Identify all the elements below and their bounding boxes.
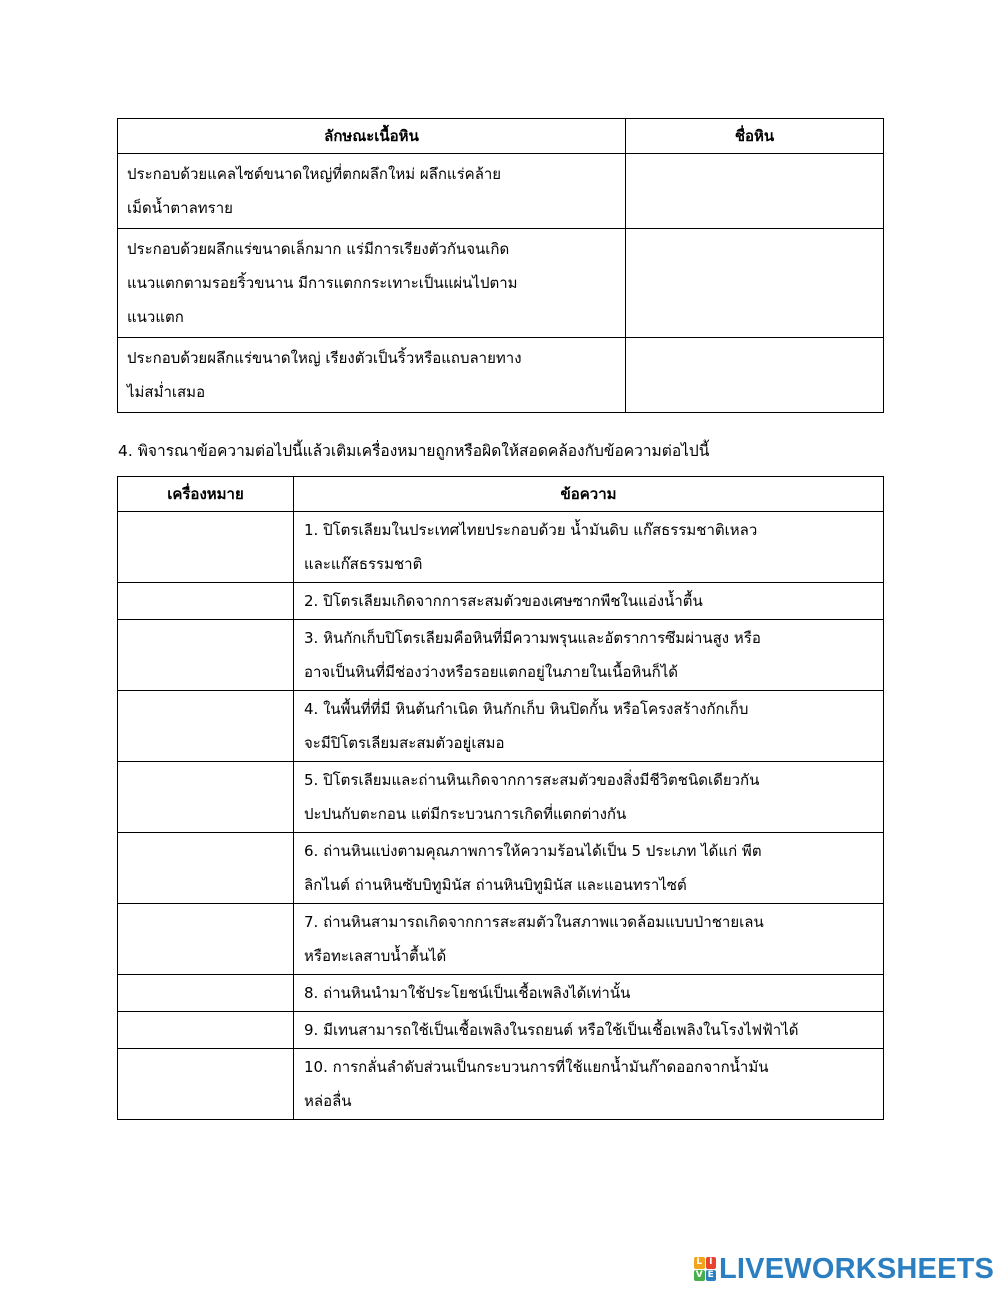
statement-cell [294,1049,884,1120]
statement-cell [294,512,884,583]
rock-table-row [118,338,884,413]
statement-text: 3. หินกักเก็บปิโตรเลียมคือหินที่มีความพรุนและอัตราการซึมผ่านสูง หรือ [304,629,761,647]
rock-name-answer-cell[interactable] [626,154,884,229]
rock-texture-text: เม็ดน้ำตาลทราย [127,199,233,217]
true-false-header-row [118,477,884,512]
rock-texture-text: ประกอบด้วยแคลไซต์ขนาดใหญ่ที่ตกผลึกใหม่ ผลึกแร่คล้าย [127,165,502,183]
statement-text: 9. มีเทนสามารถใช้เป็นเชื้อเพลิงในรถยนต์ หรือใช้เป็นเชื้อเพลิงในโรงไฟฟ้าได้ [304,1021,799,1039]
statement-text: 4. ในพื้นที่ที่มี หินต้นกำเนิด หินกักเก็บ หินปิดกั้น หรือโครงสร้างกักเก็บ [304,700,749,718]
statement-header: ข้อความ [294,477,884,512]
rock-texture-cell [118,154,626,229]
statement-row [118,691,884,762]
mark-answer-cell[interactable] [118,583,294,620]
statement-row [118,904,884,975]
logo-mark-letter: L [694,1257,705,1269]
rock-name-answer-cell[interactable] [626,229,884,338]
liveworksheets-logo-mark [694,1257,716,1281]
statement-text: 6. ถ่านหินแบ่งตามคุณภาพการให้ความร้อนได้เป็น 5 ประเภท ได้แก่ พีต [304,842,762,860]
statement-row [118,620,884,691]
logo-mark-letter: V [695,1269,703,1280]
liveworksheets-logo-text: LIVEWORKSHEETS [719,1252,995,1285]
rock-name-answer-cell[interactable] [626,338,884,413]
mark-header: เครื่องหมาย [118,477,294,512]
mark-answer-cell[interactable] [118,975,294,1012]
statement-text: และแก๊สธรรมชาติ [304,555,423,573]
mark-answer-cell[interactable] [118,512,294,583]
mark-answer-cell[interactable] [118,904,294,975]
statement-text: ลิกไนต์ ถ่านหินซับบิทูมินัส ถ่านหินบิทูมินัส และแอนทราไซต์ [304,876,687,894]
statement-row [118,1049,884,1120]
true-false-table [117,476,884,1120]
rock-name-header: ชื่อหิน [626,119,884,154]
statement-cell [294,975,884,1012]
statement-row [118,762,884,833]
mark-answer-cell[interactable] [118,1012,294,1049]
question-4-prompt: 4. พิจารณาข้อความต่อไปนี้แล้วเติมเครื่องหมายถูกหรือผิดให้สอดคล้องกับข้อความต่อไปนี้ [118,442,710,460]
statement-text: 1. ปิโตรเลียมในประเทศไทยประกอบด้วย น้ำมันดิบ แก๊สธรรมชาติเหลว [304,521,758,539]
statement-cell [294,1012,884,1049]
rock-texture-cell [118,229,626,338]
statement-cell [294,691,884,762]
rock-texture-text: ประกอบด้วยผลึกแร่ขนาดใหญ่ เรียงตัวเป็นริ้วหรือแถบลายทาง [127,349,522,367]
rock-identification-table [117,118,884,413]
rock-table-header-row [118,119,884,154]
statement-text: จะมีปิโตรเลียมสะสมตัวอยู่เสมอ [304,734,505,752]
statement-text: 8. ถ่านหินนำมาใช้ประโยชน์เป็นเชื้อเพลิงได้เท่านั้น [304,984,631,1002]
mark-answer-cell[interactable] [118,620,294,691]
statement-row [118,512,884,583]
rock-texture-text: ไม่สม่ำเสมอ [127,383,206,401]
statement-text: 10. การกลั่นลำดับส่วนเป็นกระบวนการที่ใช้แยกน้ำมันก๊าดออกจากน้ำมัน [304,1058,769,1076]
mark-answer-cell[interactable] [118,833,294,904]
statement-text: 5. ปิโตรเลียมและถ่านหินเกิดจากการสะสมตัวของสิ่งมีชีวิตชนิดเดียวกัน [304,771,760,789]
rock-texture-header: ลักษณะเนื้อหิน [118,119,626,154]
rock-texture-cell [118,338,626,413]
rock-table-row [118,154,884,229]
statement-cell [294,762,884,833]
rock-texture-text: ประกอบด้วยผลึกแร่ขนาดเล็กมาก แร่มีการเรียงตัวกันจนเกิด [127,240,510,258]
statement-row [118,975,884,1012]
statement-text: หล่อลื่น [304,1092,352,1110]
statement-text: อาจเป็นหินที่มีช่องว่างหรือรอยแตกอยู่ในภายในเนื้อหินก็ได้ [304,663,678,681]
statement-cell [294,833,884,904]
logo-mark-letter: E [706,1270,717,1282]
statement-row [118,833,884,904]
logo-mark-letter: I [706,1257,717,1269]
statement-row [118,583,884,620]
mark-answer-cell[interactable] [118,691,294,762]
statement-text: 2. ปิโตรเลียมเกิดจากการสะสมตัวของเศษซากพืชในแอ่งน้ำตื้น [304,592,703,610]
statement-text: ปะปนกับตะกอน แต่มีกระบวนการเกิดที่แตกต่างกัน [304,805,627,823]
mark-answer-cell[interactable] [118,1049,294,1120]
statement-row [118,1012,884,1049]
rock-texture-text: แนวแตก [127,308,184,326]
rock-texture-text: แนวแตกตามรอยริ้วขนาน มีการแตกกระเทาะเป็นแผ่นไปตาม [127,274,518,292]
statement-cell [294,583,884,620]
statement-cell [294,904,884,975]
rock-table-row [118,229,884,338]
liveworksheets-logo [694,1254,994,1284]
statement-text: หรือทะเลสาบน้ำตื้นได้ [304,947,447,965]
mark-answer-cell[interactable] [118,762,294,833]
statement-text: 7. ถ่านหินสามารถเกิดจากการสะสมตัวในสภาพแวดล้อมแบบป่าชายเลน [304,913,764,931]
statement-cell [294,620,884,691]
